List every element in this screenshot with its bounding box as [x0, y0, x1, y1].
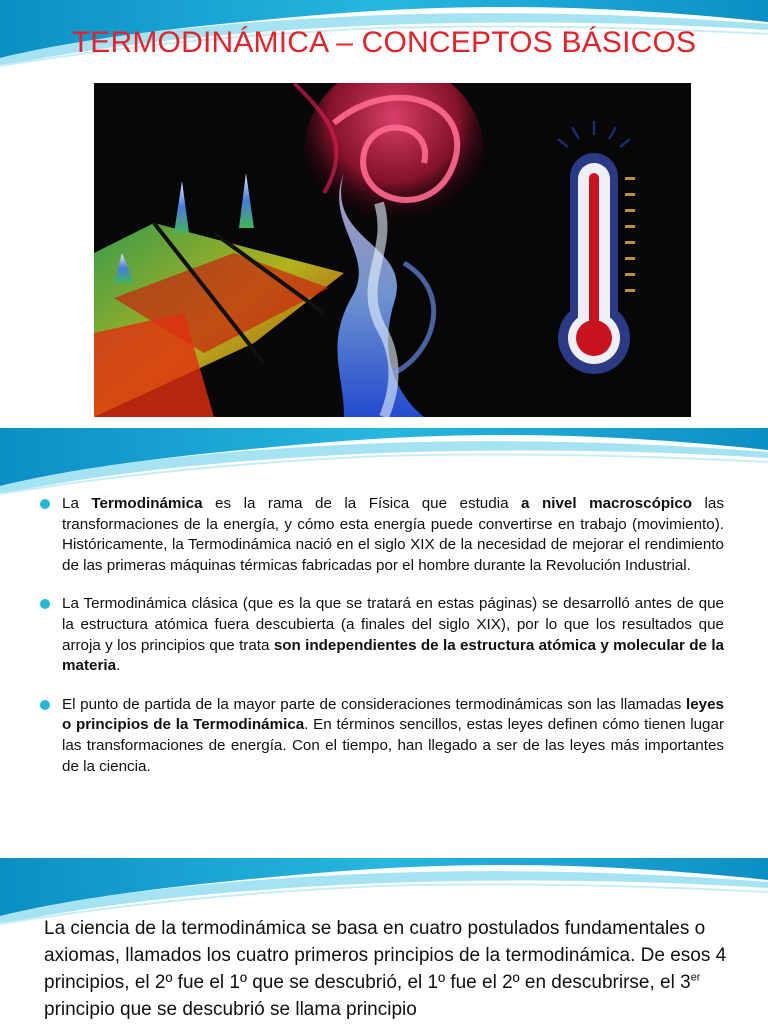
bullet-item-2 [40, 594, 724, 676]
hero-image [94, 83, 691, 417]
bullet-text: El punto de partida de la mayor parte de consideraciones termodinámicas son las llamadas leyes o principios de la Termodinámica. En términos sencillos, estas leyes definen cómo tienen lugar las transformaciones de energía. Con el tiempo, han llegado a ser de las leyes más importantes de la ciencia. [62, 695, 724, 775]
bullet-text: La Termodinámica es la rama de la Física que estudia a nivel macroscópico las transformaciones de la energía, y cómo esta energía puede convertirse en trabajo (movimiento). Históricamente, la Termodinámica nació en el siglo XIX de la necesidad de mejorar el rendimiento de las primeras máquinas térmicas fabricadas por el hombre durante la Revolución Industrial. [62, 495, 724, 574]
bullet-item-3 [40, 695, 724, 777]
bullet-item-1 [40, 494, 724, 576]
bullet-text: La Termodinámica clásica (que es la que se tratará en estas páginas) se desarrolló antes de que la estructura atómica fuera descubierta (a finales del siglo XIX), por lo que los resultados que arroja y los principios que trata son independientes de la estructura atómica y molecular de la materia. [62, 595, 724, 675]
slide-title: TERMODINÁMICA – CONCEPTOS BÁSICOS [71, 26, 697, 59]
body-paragraph: La ciencia de la termodinámica se basa en cuatro postulados fundamentales o axiomas, llamados los cuatro primeros principios de la termodinámica. De esos 4 principios, el 2º fue el 1º que se descubrió, el 1º fue el 2º en descubrirse, el 3er principio que se descubrió se llama principio [44, 918, 727, 1020]
slide-1 [0, 0, 768, 428]
bullet-icon [40, 700, 50, 710]
bullet-icon [40, 499, 50, 509]
bullet-list [40, 494, 724, 795]
bullet-icon [40, 599, 50, 609]
